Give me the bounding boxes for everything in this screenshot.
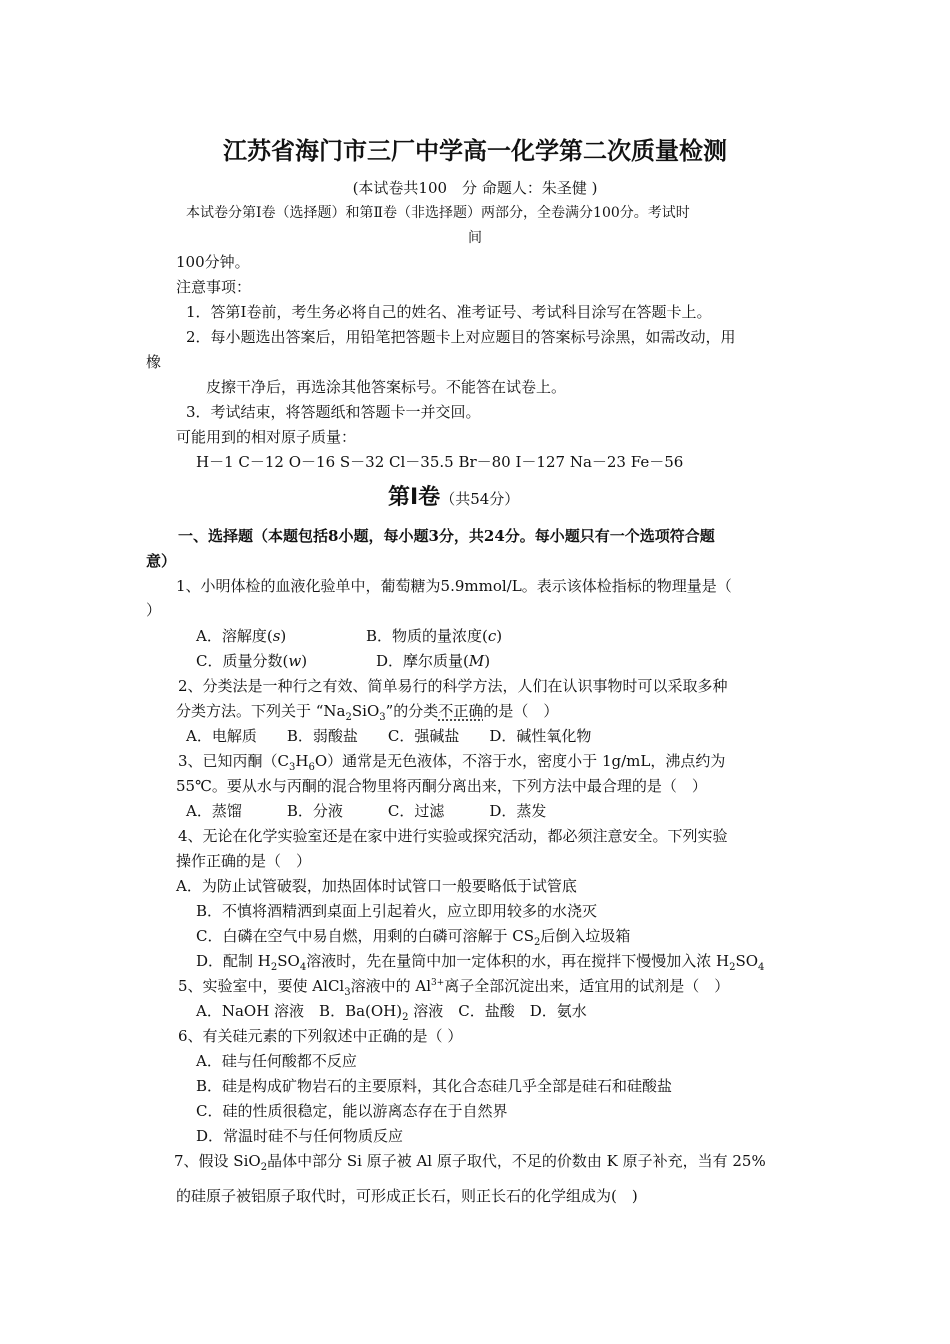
question-1-option-d: D．摩尔质量(M) xyxy=(376,652,491,670)
section-1-note: （共54分） xyxy=(440,490,520,508)
question-2-stem: 2、分类法是一种行之有效、简单易行的科学方法，人们在认识事物时可以采取多种 xyxy=(178,677,728,695)
question-1-stem-wrap: ） xyxy=(146,601,162,619)
question-4-stem: 4、无论在化学实验室还是在家中进行实验或探究活动，都必须注意安全。下列实验 xyxy=(178,827,728,845)
intro-line-3: 100分钟。 xyxy=(176,253,250,271)
note-2-wrap: 橡 xyxy=(146,353,162,371)
question-1-option-b: B．物质的量浓度(c) xyxy=(366,627,503,645)
atomic-mass-values: H－1 C－12 O－16 S－32 Cl－35.5 Br－80 I－127 Na－23 Fe－56 xyxy=(196,453,684,471)
question-3-stem: 3、已知丙酮$(C_3H_6O)$通常是无色液体，不溶于水，密度小于 1g/mL，沸点约为 xyxy=(178,752,726,773)
question-3-stem-2: 55℃。要从水与丙酮的混合物里将丙酮分离出来，下列方法中最合理的是（ ） xyxy=(176,777,707,795)
atomic-mass-heading: 可能用到的相对原子质量： xyxy=(176,428,357,446)
notes-heading: 注意事项： xyxy=(176,278,252,296)
page-title: 江苏省海门市三厂中学高一化学第二次质量检测 xyxy=(223,137,727,165)
question-6-option-d: D．常温时硅不与任何物质反应 xyxy=(196,1127,404,1145)
question-7-stem: 7、假设 SiO$_2$晶体中部分 Si 原子被 Al 原子取代，不足的价数由 K 原子补充，当有 25% xyxy=(174,1152,766,1173)
question-2-options: A．电解质 B．弱酸盐 C．强碱盐 D．碱性氧化物 xyxy=(186,727,592,745)
question-7-stem-2: 的硅原子被铝原子取代时，可形成正长石，则正长石的化学组成为( ) xyxy=(176,1187,638,1205)
question-1-option-a: A．溶解度(s) xyxy=(196,627,287,645)
note-3: 3．考试结束，将答题纸和答题卡一并交回。 xyxy=(186,403,481,421)
note-2-cont: 皮擦干净后，再选涂其他答案标号。不能答在试卷上。 xyxy=(206,378,567,396)
exam-subtitle: (本试卷共100 分 命题人：朱圣健 ) xyxy=(352,179,598,197)
question-6-option-b: B．硅是构成矿物岩石的主要原料，其化合态硅几乎全部是硅石和硅酸盐 xyxy=(196,1077,673,1095)
question-4-option-d: D．配制 $H_2SO_4$溶液时，先在量筒中加一定体积的水，再在搅拌下慢慢加入浓 $H_2SO_4$ xyxy=(196,952,765,973)
question-6-option-c: C．硅的性质很稳定，能以游离态存在于自然界 xyxy=(196,1102,508,1120)
question-6-stem: 6、有关硅元素的下列叙述中正确的是（ ） xyxy=(178,1027,463,1045)
question-6-option-a: A．硅与任何酸都不反应 xyxy=(196,1052,357,1070)
question-4-stem-2: 操作正确的是（ ） xyxy=(176,852,312,870)
note-1: 1．答第Ⅰ卷前，考生务必将自己的姓名、准考证号、考试科目涂写在答题卡上。 xyxy=(186,303,712,321)
question-1-stem: 1、小明体检的血液化验单中，葡萄糖为5.9mmol/L。表示该体检指标的物理量是（ xyxy=(176,577,732,595)
question-4-option-c: C．白磷在空气中易自燃，用剩的白磷可溶解于 $CS_2$后倒入垃圾箱 xyxy=(196,927,631,948)
question-4-option-a: A．为防止试管破裂，加热固体时试管口一般要略低于试管底 xyxy=(176,877,577,895)
question-3-options: A．蒸馏 B．分液 C．过滤 D．蒸发 xyxy=(186,802,547,820)
question-5-options: A．NaOH 溶液 B．$Ba(OH)_2$ 溶液 C．盐酸 D．氨水 xyxy=(196,1002,587,1023)
section-1-title: 第Ⅰ卷 xyxy=(388,485,441,510)
question-1-option-c: C．质量分数(w) xyxy=(196,652,308,670)
intro-line-1: 本试卷分第Ⅰ卷（选择题）和第Ⅱ卷（非选择题）两部分，全卷满分100分。考试时 xyxy=(186,205,690,221)
question-4-option-b: B．不慎将酒精洒到桌面上引起着火，应立即用较多的水浇灭 xyxy=(196,902,598,920)
intro-line-2: 间 xyxy=(468,230,482,246)
question-2-stem-2: 分类方法。下列关于 “$Na_2SiO_3$”的分类不正确的是（ ） xyxy=(176,702,559,723)
part-1-instructions-wrap: 意） xyxy=(146,552,177,570)
note-2: 2．每小题选出答案后，用铅笔把答题卡上对应题目的答案标号涂黑，如需改动，用 xyxy=(186,328,736,346)
section-1-heading xyxy=(388,484,519,512)
part-1-instructions: 一、选择题（本题包括8小题，每小题3分，共24分。每小题只有一个选项符合题 xyxy=(178,527,715,545)
question-5-stem: 5、实验室中，要使 AlCl$_3$溶液中的 $Al^{3+}$离子全部沉淀出来，适宜用的试剂是（ ） xyxy=(178,977,730,998)
emphasis-not-correct: 不正确 xyxy=(438,702,484,720)
